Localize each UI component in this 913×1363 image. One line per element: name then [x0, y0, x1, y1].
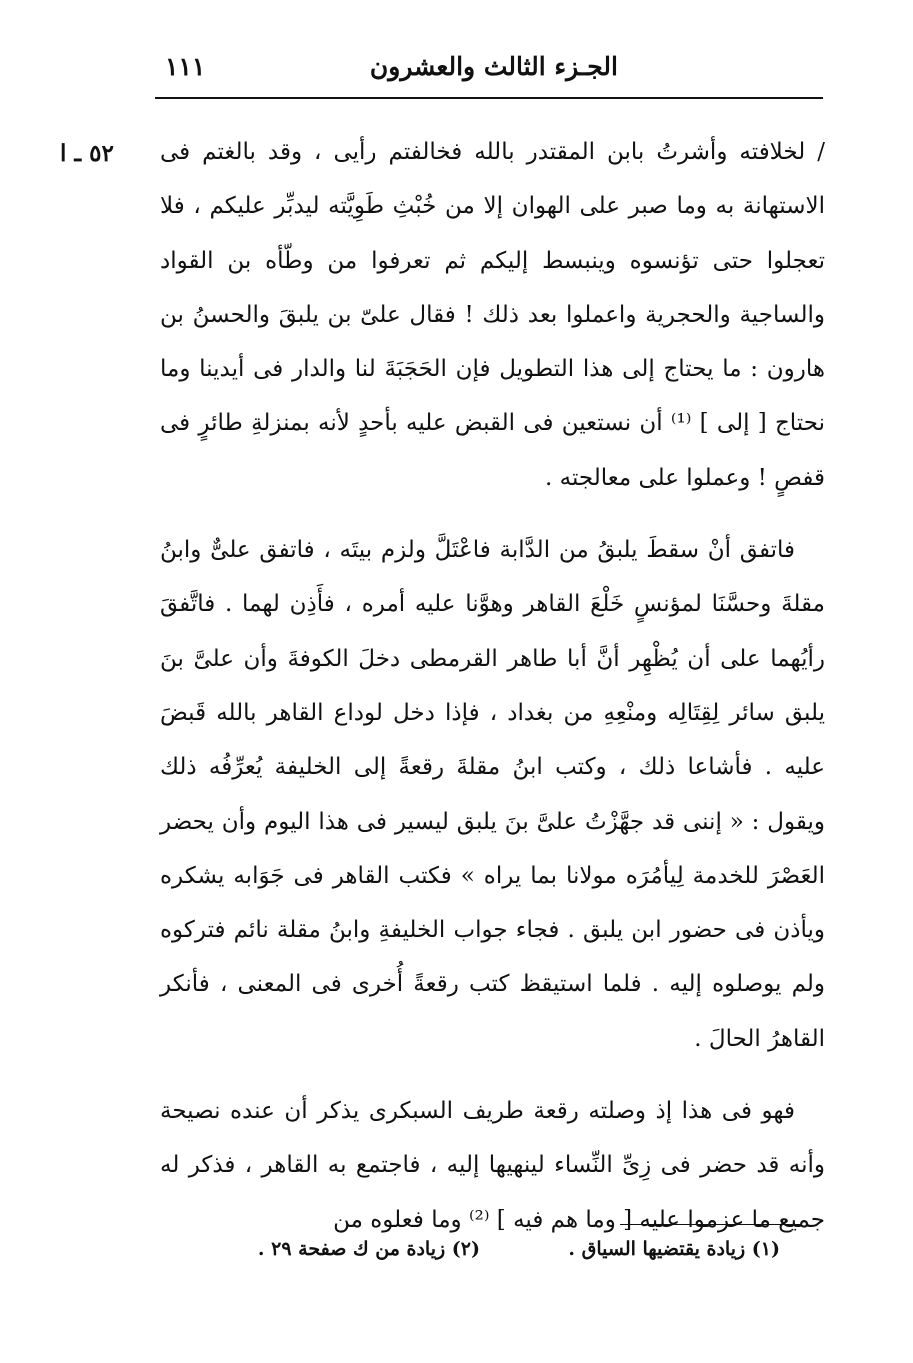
margin-note: ٥٢ ـ ا	[60, 140, 114, 167]
footnote-rule	[620, 1224, 800, 1225]
footnote-1: (١) زيادة يقتضيها السياق .	[568, 1238, 780, 1260]
footnotes	[160, 1238, 800, 1274]
running-title: الجـزء الثالث والعشرون	[369, 52, 618, 81]
header-rule	[155, 97, 823, 99]
paragraph-3: فهو فى هذا إذ وصلته رقعة طريف السبكرى يذكر أن عنده نصيحة وأنه قد حضر فى زِىِّ النِّساء لينهيها إليه ، فاجتمع به القاهر ، فذكر له جميع ما عزموا عليه [ وما هم فيه ] ⁽²⁾ وما فعلوه من	[160, 1098, 825, 1233]
page-number: ١١١	[165, 52, 206, 81]
paragraph-2: فاتفق أنْ سقطَ يلبقُ من الدَّابة فاعْتَلَّ ولزم بيتَه ، فاتفق علىٌّ وابنُ مقلةَ وحسَّنَا لمؤنسٍ خَلْعَ القاهر وهوَّنا عليه أمره ، فأَذِن لهما . فاتَّفقَ رأيُهما على أن يُظْهِر أنَّ أبا طاهر القرمطى دخلَ الكوفةَ وأن علىَّ بنَ يلبق سائر لِقِتَالِه ومنْعِهِ من بغداد ، فإذا دخل لوداع القاهر بالله قَبضَ عليه . فأشاعا ذلك ، وكتب ابنُ مقلةَ رقعةً إلى الخليفة يُعرِّفُه ذلك ويقول : « إننى قد جهَّزْتُ علىَّ بنَ يلبق ليسير فى هذا اليوم وأن يحضر العَصْرَ للخدمة لِيأمُرَه مولانا بما يراه » فكتب القاهر فى جَوَابه يشكره ويأذن فى حضور ابن يلبق . فجاء جواب الخليفةِ وابنُ مقلة نائم فتركوه ولم يوصلوه إليه . فلما استيقظ كتب رقعةً أُخرى فى المعنى ، فأنكر القاهرُ الحالَ .	[160, 537, 825, 1052]
paragraph-1: / لخلافته وأشرتُ بابن المقتدر بالله فخالفتم رأيى ، وقد بالغتم فى الاستهانة به وما صبر على الهوان إلا من خُبْثِ طَوِيَّته ليدبِّر عليكم ، فلا تعجلوا حتى تؤنسوه وينبسط إليكم ثم تعرفوا من وطّأه بن القواد والساجية والحجرية واعملوا بعد ذلك ! فقال علىّ بن يلبقَ والحسنُ بن هارون : ما يحتاج إلى هذا التطويل فإن الحَجَبَةَ لنا والدار فى أيدينا وما نحتاج [ إلى ] ⁽¹⁾ أن نستعين فى القبض عليه بأحدٍ لأنه بمنزلةِ طائرٍ فى قفصٍ ! وعملوا على معالجته .	[160, 139, 825, 491]
body-text	[160, 125, 825, 1247]
page-header	[155, 52, 823, 94]
footnote-2: (٢) زيادة من ك صفحة ٢٩ .	[257, 1238, 480, 1260]
